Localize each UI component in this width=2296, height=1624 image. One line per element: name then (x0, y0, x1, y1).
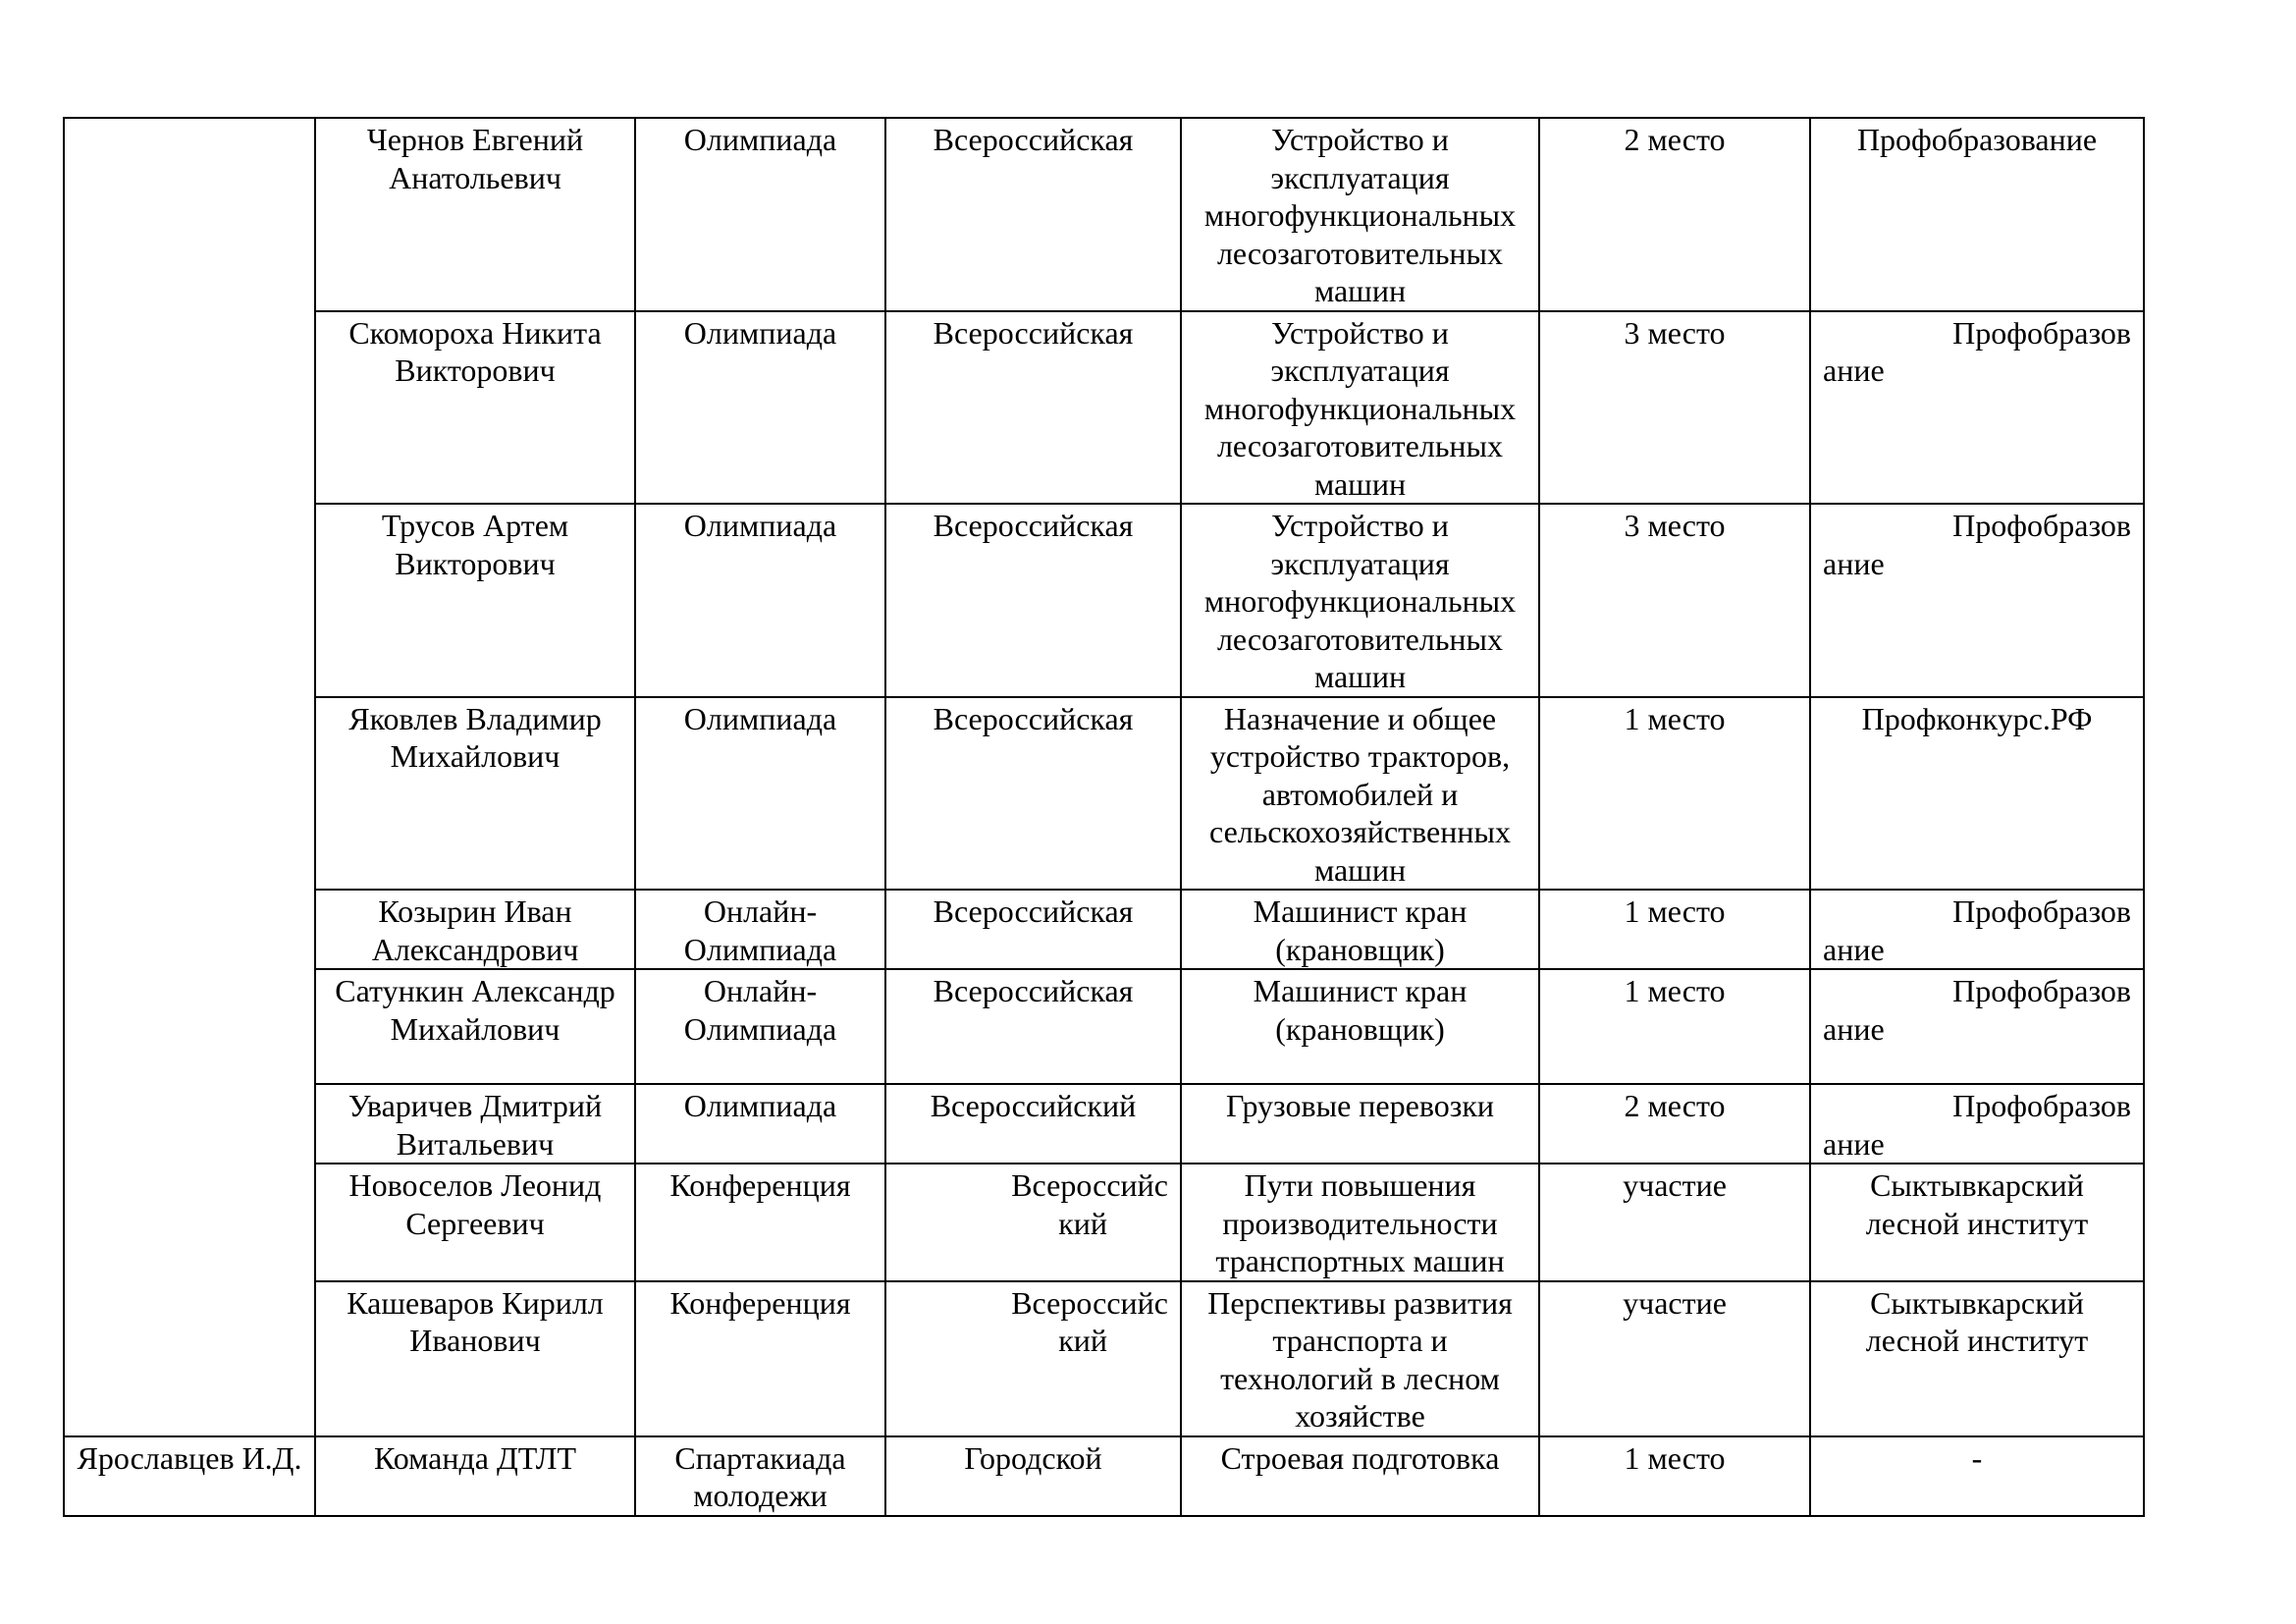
event-result: 2 место (1539, 1084, 1810, 1164)
event-type: Олимпиада (635, 1084, 885, 1164)
event-level: Всероссийская (885, 969, 1181, 1084)
level-line-1: Всероссийс (1011, 1284, 1168, 1321)
table-row (64, 969, 2144, 1084)
event-result: 1 место (1539, 1436, 1810, 1516)
event-level (885, 1164, 1181, 1281)
teacher-cell-empty (64, 118, 315, 1436)
event-result: 3 место (1539, 504, 1810, 697)
results-table (63, 117, 2145, 1517)
student-name: Трусов Артем Викторович (315, 504, 635, 697)
event-level: Всероссийская (885, 311, 1181, 505)
event-result: 2 место (1539, 118, 1810, 311)
event-organizer: - (1810, 1436, 2144, 1516)
table-row (64, 890, 2144, 969)
level-line-1: Всероссийс (1011, 1167, 1168, 1203)
event-organizer (1810, 1084, 2144, 1164)
event-topic: Устройство и эксплуатация многофункциональных лесозаготовительных машин (1181, 311, 1539, 505)
event-level: Всероссийская (885, 890, 1181, 969)
student-name: Яковлев Владимир Михайлович (315, 697, 635, 891)
event-result: 1 место (1539, 969, 1810, 1084)
table-row (64, 118, 2144, 311)
student-name: Уваричев Дмитрий Витальевич (315, 1084, 635, 1164)
event-result: 1 место (1539, 697, 1810, 891)
event-topic: Перспективы развития транспорта и технологий в лесном хозяйстве (1181, 1281, 1539, 1436)
table-row (64, 1164, 2144, 1281)
event-organizer (1810, 311, 2144, 505)
event-type: Олимпиада (635, 118, 885, 311)
student-name: Кашеваров Кирилл Иванович (315, 1281, 635, 1436)
event-organizer (1810, 969, 2144, 1084)
event-organizer: Сыктывкарский лесной институт (1810, 1281, 2144, 1436)
event-result: участие (1539, 1281, 1810, 1436)
event-topic: Строевая подготовка (1181, 1436, 1539, 1516)
event-level: Всероссийская (885, 504, 1181, 697)
student-name: Чернов Евгений Анатольевич (315, 118, 635, 311)
event-organizer: Сыктывкарский лесной институт (1810, 1164, 2144, 1281)
event-type: Спартакиада молодежи (635, 1436, 885, 1516)
organizer-line-1: Профобразов (1952, 973, 2131, 1008)
student-name: Сатункин Александр Михайлович (315, 969, 635, 1084)
table-row (64, 504, 2144, 697)
event-topic: Грузовые перевозки (1181, 1084, 1539, 1164)
table-row (64, 1281, 2144, 1436)
organizer-line-2: ание (1823, 931, 1885, 967)
event-type: Онлайн-Олимпиада (635, 890, 885, 969)
event-result: 3 место (1539, 311, 1810, 505)
event-level: Всероссийская (885, 118, 1181, 311)
event-level (885, 1281, 1181, 1436)
event-level: Всероссийская (885, 697, 1181, 891)
organizer-line-1: Профобразов (1952, 508, 2131, 543)
organizer-line-2: ание (1823, 352, 1885, 388)
organizer-line-1: Профобразов (1952, 1088, 2131, 1123)
event-level: Всероссийский (885, 1084, 1181, 1164)
table-row (64, 1436, 2144, 1516)
student-name: Скомороха Никита Викторович (315, 311, 635, 505)
table-row (64, 1084, 2144, 1164)
event-organizer: Профконкурс.РФ (1810, 697, 2144, 891)
event-organizer (1810, 890, 2144, 969)
teacher-name: Ярославцев И.Д. (64, 1436, 315, 1516)
organizer-line-1: Профобразов (1952, 314, 2131, 351)
event-type: Конференция (635, 1281, 885, 1436)
event-type: Конференция (635, 1164, 885, 1281)
organizer-line-2: ание (1823, 1010, 1885, 1047)
event-topic: Машинист кран (крановщик) (1181, 890, 1539, 969)
table-row (64, 697, 2144, 891)
event-result: участие (1539, 1164, 1810, 1281)
level-line-2: кий (1058, 1323, 1107, 1358)
event-type: Олимпиада (635, 697, 885, 891)
table-row (64, 311, 2144, 505)
organizer-line-2: ание (1823, 545, 1885, 581)
level-line-2: кий (1058, 1205, 1107, 1241)
event-topic: Назначение и общее устройство тракторов, автомобилей и сельскохозяйственных машин (1181, 697, 1539, 891)
student-name: Команда ДТЛТ (315, 1436, 635, 1516)
organizer-line-2: ание (1823, 1125, 1885, 1162)
event-organizer: Профобразование (1810, 118, 2144, 311)
event-topic: Пути повышения производительности транспортных машин (1181, 1164, 1539, 1281)
event-result: 1 место (1539, 890, 1810, 969)
event-topic: Устройство и эксплуатация многофункциональных лесозаготовительных машин (1181, 504, 1539, 697)
student-name: Новоселов Леонид Сергеевич (315, 1164, 635, 1281)
event-level: Городской (885, 1436, 1181, 1516)
event-type: Онлайн-Олимпиада (635, 969, 885, 1084)
organizer-line-1: Профобразов (1952, 893, 2131, 929)
event-organizer (1810, 504, 2144, 697)
event-topic: Устройство и эксплуатация многофункциональных лесозаготовительных машин (1181, 118, 1539, 311)
event-type: Олимпиада (635, 311, 885, 505)
student-name: Козырин Иван Александрович (315, 890, 635, 969)
event-topic: Машинист кран (крановщик) (1181, 969, 1539, 1084)
event-type: Олимпиада (635, 504, 885, 697)
